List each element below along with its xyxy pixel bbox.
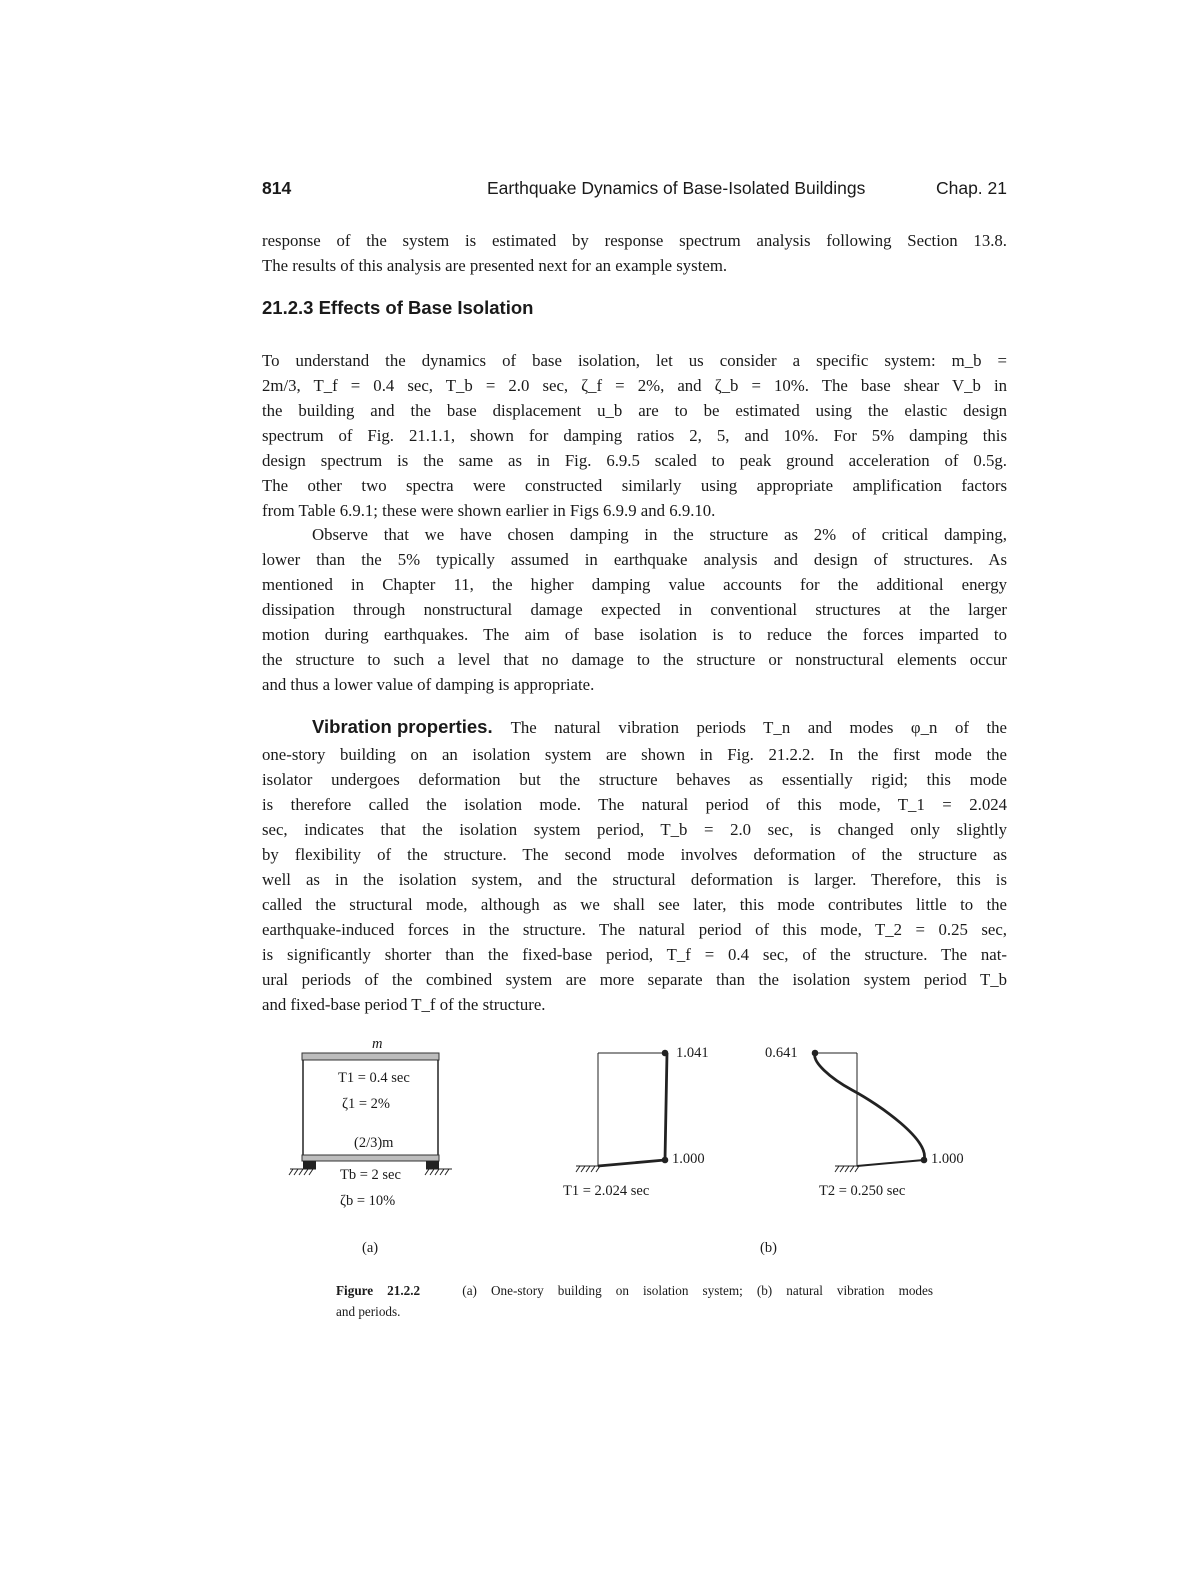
body-line: design spectrum is the same as in Fig. 6.9.5 scaled to peak ground acceleration of 0.5g.: [262, 451, 1007, 470]
body-line: dissipation through nonstructural damage expected in conventional structures at the larger: [262, 600, 1007, 619]
mode-2-top-node: [812, 1050, 818, 1056]
body-line: earthquake-induced forces in the structure. The natural period of this mode, T_2 = 0.25 sec,: [262, 920, 1007, 939]
label-mode1-top: 1.041: [676, 1045, 709, 1061]
vibration-heading: Vibration properties.: [312, 716, 493, 737]
body-line: and thus a lower value of damping is appropriate.: [262, 675, 595, 694]
mode-2-shape: [815, 1053, 925, 1160]
chapter-label: Chap. 21: [935, 178, 1007, 198]
caption-lead: Figure 21.2.2: [336, 1283, 421, 1298]
body-line: isolator undergoes deformation but the structure behaves as essentially rigid; this mode: [262, 770, 1007, 789]
body-line: The other two spectra were constructed similarly using appropriate amplification factors: [262, 476, 1007, 495]
caption-text: (a) One-story building on isolation system; (b) natural vibration modes: [462, 1283, 934, 1298]
label-mode2-top: 0.641: [765, 1045, 798, 1061]
label-mode2-base: 1.000: [931, 1151, 964, 1167]
body-line: motion during earthquakes. The aim of base isolation is to reduce the forces imparted to: [262, 625, 1007, 644]
body-line: ural periods of the combined system are more separate than the isolation system period T_b: [262, 970, 1007, 989]
mode-2-diagram: [812, 1050, 927, 1172]
body-line: lower than the 5% typically assumed in earthquake analysis and design of structures. As: [262, 550, 1007, 569]
body-line: To understand the dynamics of base isolation, let us consider a specific system: m_b =: [262, 351, 1007, 370]
mode-2-isolator-link: [857, 1160, 924, 1166]
label-mode2-period: T2 = 0.250 sec: [819, 1183, 906, 1199]
para3-first-text: The natural vibration periods T_n and modes φ_n of the: [510, 718, 1007, 737]
label-mass-top: m: [372, 1036, 383, 1052]
figure-caption: [336, 1283, 933, 1299]
panel-label-a: (a): [362, 1240, 379, 1256]
body-line: by flexibility of the structure. The second mode involves deformation of the structure as: [262, 845, 1007, 864]
caption-continuation: and periods.: [336, 1304, 401, 1319]
right-isolator: [426, 1161, 439, 1169]
body-line: is therefore called the isolation mode. The natural period of this mode, T_1 = 2.024: [262, 795, 1007, 814]
page-number: 814: [262, 178, 292, 198]
body-line: the structure to such a level that no damage to the structure or nonstructural elements occur: [262, 650, 1007, 669]
top-slab: [302, 1053, 439, 1060]
body-line: well as in the isolation system, and the structural deformation is larger. Therefore, this is: [262, 870, 1007, 889]
mode-1-top-node: [662, 1050, 668, 1056]
body-line: one-story building on an isolation system are shown in Fig. 21.2.2. In the first mode the: [262, 745, 1007, 764]
body-line: response of the system is estimated by response spectrum analysis following Section 13.8.: [262, 231, 1007, 250]
label-mass-base: (2/3)m: [354, 1135, 394, 1151]
body-line: and fixed-base period T_f of the structure.: [262, 995, 546, 1014]
mode-1-base-node: [662, 1157, 668, 1163]
body-line: the building and the base displacement u_b are to be estimated using the elastic design: [262, 401, 1007, 420]
label-zetab: ζb = 10%: [340, 1193, 396, 1209]
running-title: Earthquake Dynamics of Base-Isolated Buildings: [487, 178, 866, 198]
left-isolator: [303, 1161, 316, 1169]
body-line: is significantly shorter than the fixed-base period, T_f = 0.4 sec, of the structure. The nat-: [262, 945, 1007, 964]
body-line: mentioned in Chapter 11, the higher damping value accounts for the additional energy: [262, 575, 1007, 594]
label-mode1-period: T1 = 2.024 sec: [563, 1183, 650, 1199]
label-Tb: Tb = 2 sec: [340, 1167, 401, 1183]
panel-label-b: (b): [760, 1240, 777, 1256]
ground-hatch-left: [289, 1169, 316, 1175]
mode-1-shape: [598, 1053, 667, 1166]
section-heading: 21.2.3 Effects of Base Isolation: [262, 297, 534, 318]
base-slab: [302, 1155, 439, 1161]
body-line: spectrum of Fig. 21.1.1, shown for damping ratios 2, 5, and 10%. For 5% damping this: [262, 426, 1007, 445]
body-line: The results of this analysis are presented next for an example system.: [262, 256, 728, 275]
label-zeta1: ζ1 = 2%: [342, 1096, 391, 1112]
body-line: Observe that we have chosen damping in the structure as 2% of critical damping,: [312, 525, 1007, 544]
body-line: from Table 6.9.1; these were shown earlier in Figs 6.9.9 and 6.9.10.: [262, 501, 716, 520]
label-T1-fixed: T1 = 0.4 sec: [338, 1070, 410, 1086]
ground-hatch-right: [425, 1169, 452, 1175]
mode-2-base-node: [921, 1157, 927, 1163]
body-line: 2m/3, T_f = 0.4 sec, T_b = 2.0 sec, ζ_f = 2%, and ζ_b = 10%. The base shear V_b in: [262, 376, 1007, 395]
mode-1-diagram: [576, 1050, 668, 1172]
body-line: sec, indicates that the isolation system period, T_b = 2.0 sec, is changed only slightly: [262, 820, 1007, 839]
label-mode1-base: 1.000: [672, 1151, 705, 1167]
body-line: called the structural mode, although as we shall see later, this mode contributes little to the: [262, 895, 1007, 914]
